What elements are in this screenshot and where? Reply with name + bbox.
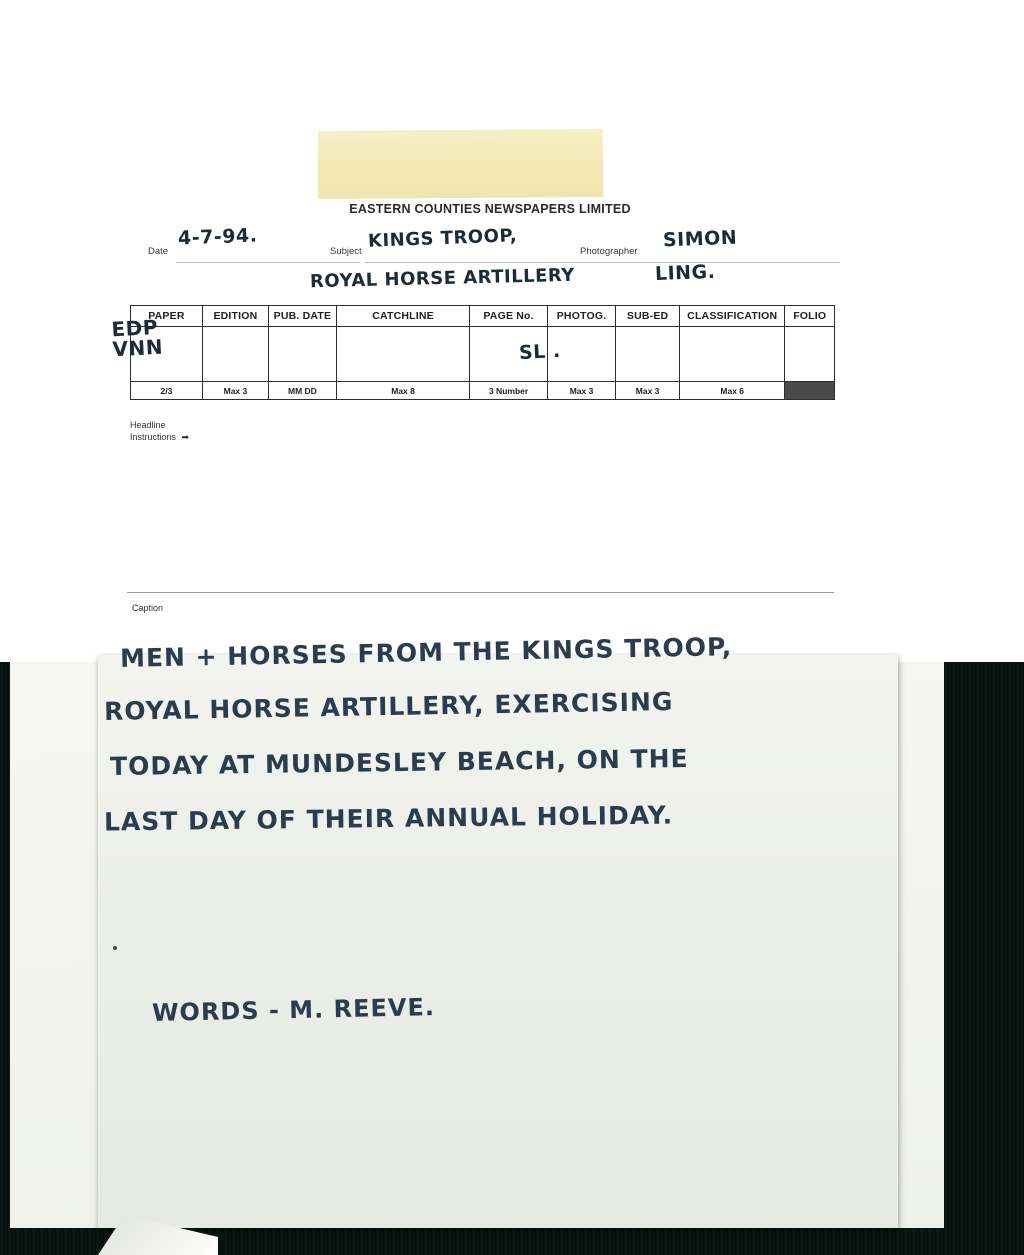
form-grid-table	[130, 305, 835, 400]
grid-cell-folio[interactable]	[785, 327, 835, 382]
caption-ink-dot	[113, 946, 117, 950]
grid-limit-paper: 2/3	[131, 382, 203, 400]
subject-value-line2-handwritten: ROYAL HORSE ARTILLERY	[309, 264, 576, 293]
grid-header-classification: CLASSIFICATION	[679, 306, 785, 327]
headline-label: Headline	[130, 420, 166, 430]
caption-signature: WORDS - M. REEVE.	[151, 993, 436, 1027]
photographer-value-handwritten: SIMON	[662, 226, 738, 252]
date-label: Date	[148, 246, 169, 257]
grid-header-paper: PAPER	[131, 306, 203, 327]
date-value-handwritten: 4-7-94.	[177, 224, 258, 250]
right-arrow-icon: ➡	[181, 432, 190, 442]
grid-limit-folio-blackbox	[785, 382, 835, 400]
grid-limits-row	[131, 382, 835, 400]
grid-limit-classification: Max 6	[679, 382, 785, 400]
grid-cell-catchline[interactable]	[336, 327, 470, 382]
photographer-value-line2-handwritten: LING.	[654, 260, 716, 286]
paper-handwritten-mark: EDP VNN	[110, 314, 164, 362]
grid-header-edition: EDITION	[202, 306, 268, 327]
document-sheet-lower	[98, 655, 898, 1228]
headline-instructions-block	[130, 419, 189, 443]
grid-header-pageno: PAGE No.	[470, 306, 547, 327]
date-rule	[176, 262, 360, 263]
grid-header-pubdate: PUB. DATE	[269, 306, 337, 327]
grid-cell-pubdate[interactable]	[269, 327, 337, 382]
grid-limit-pubdate: MM DD	[269, 382, 337, 400]
grid-header-catchline: CATCHLINE	[336, 306, 470, 327]
photog-initials-handwritten: SL .	[518, 339, 562, 365]
highlighter-tape	[318, 129, 603, 199]
masthead-title: EASTERN COUNTIES NEWSPAPERS LIMITED	[349, 202, 631, 216]
caption-line-1: MEN + HORSES FROM THE KINGS TROOP,	[119, 632, 733, 673]
photographer-label: Photographer	[580, 246, 638, 257]
grid-limit-subed: Max 3	[616, 382, 680, 400]
subject-label: Subject	[330, 246, 362, 257]
grid-limit-catchline: Max 8	[336, 382, 470, 400]
grid-cell-classification[interactable]	[679, 327, 785, 382]
grid-header-subed: SUB-ED	[616, 306, 680, 327]
subject-value-handwritten: KINGS TROOP,	[367, 225, 518, 252]
grid-cell-subed[interactable]	[616, 327, 680, 382]
caption-line-3: TODAY AT MUNDESLEY BEACH, ON THE	[109, 743, 689, 782]
grid-header-row	[131, 306, 835, 327]
grid-limit-edition: Max 3	[202, 382, 268, 400]
caption-line-4: LAST DAY OF THEIR ANNUAL HOLIDAY.	[103, 800, 674, 837]
grid-entry-row	[131, 327, 835, 382]
grid-limit-pageno: 3 Number	[470, 382, 547, 400]
subject-rule	[365, 262, 653, 263]
grid-header-folio: FOLIO	[785, 306, 835, 327]
caption-line-2: ROYAL HORSE ARTILLERY, EXERCISING	[103, 687, 674, 726]
caption-label: Caption	[132, 603, 164, 613]
grid-cell-edition[interactable]	[202, 327, 268, 382]
grid-limit-photog: Max 3	[547, 382, 615, 400]
instructions-label: Instructions	[130, 432, 177, 442]
caption-divider	[127, 592, 834, 593]
grid-header-photog: PHOTOG.	[547, 306, 615, 327]
